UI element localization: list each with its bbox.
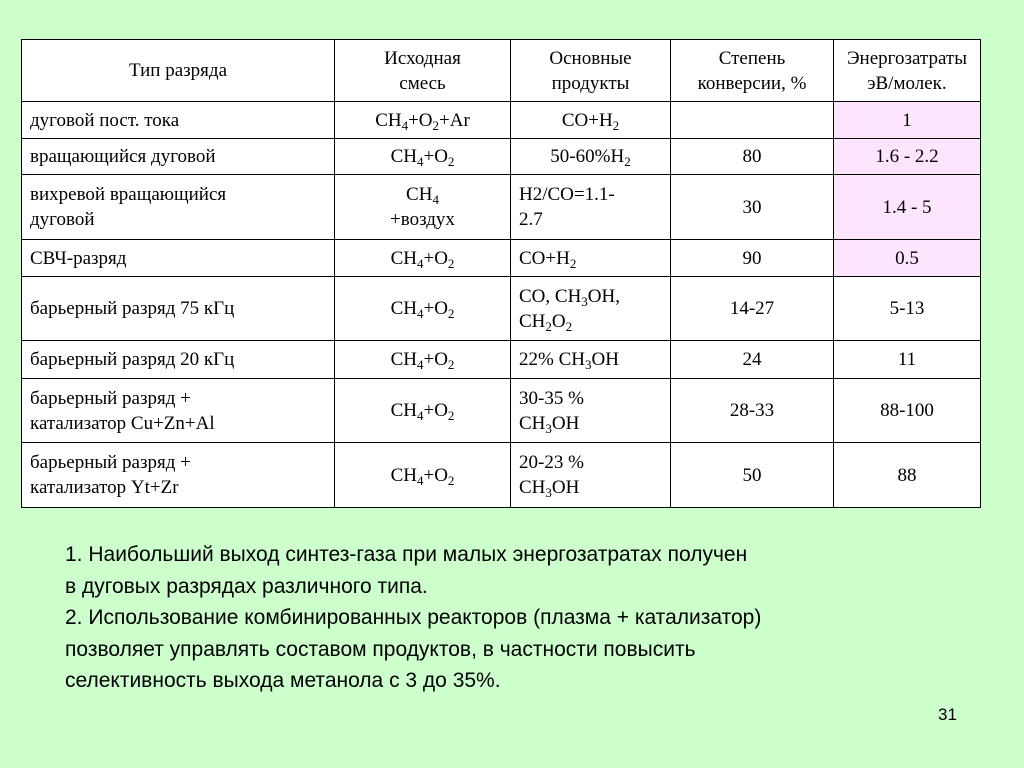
cell-discharge: СВЧ-разряд xyxy=(22,240,335,277)
cell-mixture: $CH_4+O_2$ xyxy=(335,139,511,175)
header-conversion-degree: Степень конверсии, % xyxy=(671,40,834,102)
cell-mixture: $CH_4+O_2$ xyxy=(335,379,511,443)
header-energy-cost: Энергозатраты эВ/молек. xyxy=(834,40,981,102)
cell-products: CO, $CH_3OH$, $CH_2O_2$ xyxy=(511,277,671,341)
cell-energy: 88 xyxy=(834,443,981,508)
header-main-products: Основные продукты xyxy=(511,40,671,102)
cell-discharge: вращающийся дуговой xyxy=(22,139,335,175)
cell-products: $CO+H_2$ xyxy=(511,240,671,277)
table-row xyxy=(22,379,981,443)
table-row xyxy=(22,102,981,139)
cell-mixture: $CH_4+O_2$ xyxy=(335,277,511,341)
conclusion-1: 1. Наибольший выход синтез-газа при малых энергозатратах получен в дуговых разрядах различного типа. xyxy=(65,543,748,598)
cell-products: 22% $CH_3OH$ xyxy=(511,341,671,379)
cell-discharge: барьерный разряд + катализатор Cu+Zn+Al xyxy=(22,379,335,443)
cell-conversion: 24 xyxy=(671,341,834,379)
cell-energy: 88-100 xyxy=(834,379,981,443)
cell-products: $CO+H_2$ xyxy=(511,102,671,139)
data-table-container xyxy=(21,39,980,508)
table-row xyxy=(22,443,981,508)
cell-discharge: вихревой вращающийся дуговой xyxy=(22,175,335,240)
table-row xyxy=(22,277,981,341)
table-row xyxy=(22,175,981,240)
table-header-row xyxy=(22,40,981,102)
cell-discharge: барьерный разряд + катализатор Yt+Zr xyxy=(22,443,335,508)
cell-energy: 1 xyxy=(834,102,981,139)
cell-products: H2/CO=1.1- 2.7 xyxy=(511,175,671,240)
cell-conversion: 80 xyxy=(671,139,834,175)
cell-products: 20-23 % $CH_3OH$ xyxy=(511,443,671,508)
cell-conversion: 14-27 xyxy=(671,277,834,341)
table-row xyxy=(22,139,981,175)
cell-mixture: $CH_4+O_2$ xyxy=(335,341,511,379)
header-discharge-type: Тип разряда xyxy=(22,40,335,102)
conclusions-text xyxy=(65,539,965,697)
cell-products: 30-35 % $CH_3OH$ xyxy=(511,379,671,443)
cell-discharge: барьерный разряд 75 кГц xyxy=(22,277,335,341)
cell-energy: 0.5 xyxy=(834,240,981,277)
table-row xyxy=(22,341,981,379)
cell-mixture: $CH_4$ +воздух xyxy=(335,175,511,240)
cell-mixture: $CH_4+O_2$ xyxy=(335,240,511,277)
cell-energy: 1.6 - 2.2 xyxy=(834,139,981,175)
cell-products: $50-60\%H_2$ xyxy=(511,139,671,175)
cell-mixture: $CH_4+O_2+Ar$ xyxy=(335,102,511,139)
cell-discharge: дуговой пост. тока xyxy=(22,102,335,139)
cell-conversion: 90 xyxy=(671,240,834,277)
slide-number: 31 xyxy=(938,705,957,724)
cell-mixture: $CH_4+O_2$ xyxy=(335,443,511,508)
conclusion-2: 2. Использование комбинированных реакторов (плазма + катализатор) позволяет управлять составом продуктов, в частности повысить селективность выхода метанола с 3 до 35%. xyxy=(65,606,762,692)
table-row xyxy=(22,240,981,277)
cell-energy: 5-13 xyxy=(834,277,981,341)
cell-conversion xyxy=(671,102,834,139)
cell-discharge: барьерный разряд 20 кГц xyxy=(22,341,335,379)
cell-energy: 11 xyxy=(834,341,981,379)
discharge-comparison-table xyxy=(21,39,981,508)
cell-energy: 1.4 - 5 xyxy=(834,175,981,240)
header-initial-mixture: Исходная смесь xyxy=(335,40,511,102)
cell-conversion: 30 xyxy=(671,175,834,240)
cell-conversion: 50 xyxy=(671,443,834,508)
cell-conversion: 28-33 xyxy=(671,379,834,443)
